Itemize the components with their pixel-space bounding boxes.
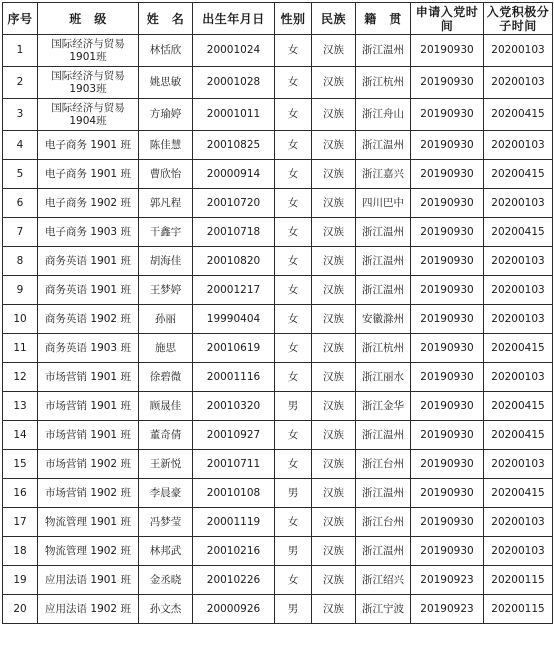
cell-name: 孙文杰	[139, 595, 193, 624]
cell-birthdate: 20001116	[193, 363, 275, 392]
cell-native-place: 浙江温州	[356, 35, 411, 67]
header-native-place: 籍 贯	[356, 3, 411, 35]
cell-gender: 男	[275, 392, 312, 421]
cell-gender: 女	[275, 508, 312, 537]
cell-gender: 女	[275, 131, 312, 160]
cell-gender: 男	[275, 537, 312, 566]
cell-index: 3	[3, 99, 38, 131]
cell-native-place: 浙江温州	[356, 131, 411, 160]
cell-birthdate: 20001011	[193, 99, 275, 131]
cell-birthdate: 20010619	[193, 334, 275, 363]
cell-index: 8	[3, 247, 38, 276]
cell-name: 胡海佳	[139, 247, 193, 276]
cell-native-place: 浙江温州	[356, 479, 411, 508]
cell-activist-date: 20200103	[484, 450, 553, 479]
cell-class: 电子商务 1901 班	[38, 131, 139, 160]
cell-native-place: 浙江台州	[356, 508, 411, 537]
cell-birthdate: 20010711	[193, 450, 275, 479]
cell-name: 施思	[139, 334, 193, 363]
cell-gender: 女	[275, 276, 312, 305]
cell-index: 11	[3, 334, 38, 363]
cell-ethnicity: 汉族	[312, 363, 356, 392]
cell-gender: 男	[275, 595, 312, 624]
cell-activist-date: 20200103	[484, 67, 553, 99]
cell-name: 方瑜婷	[139, 99, 193, 131]
cell-class: 商务英语 1902 班	[38, 305, 139, 334]
cell-name: 金丞晓	[139, 566, 193, 595]
party-applicant-table	[2, 2, 553, 624]
cell-class: 电子商务 1901 班	[38, 160, 139, 189]
cell-name: 陈佳慧	[139, 131, 193, 160]
cell-birthdate: 20000926	[193, 595, 275, 624]
cell-application-date: 20190930	[411, 160, 484, 189]
cell-native-place: 浙江温州	[356, 276, 411, 305]
cell-application-date: 20190923	[411, 566, 484, 595]
cell-gender: 女	[275, 334, 312, 363]
cell-ethnicity: 汉族	[312, 35, 356, 67]
cell-ethnicity: 汉族	[312, 67, 356, 99]
cell-activist-date: 20200415	[484, 99, 553, 131]
cell-index: 15	[3, 450, 38, 479]
cell-class: 物流管理 1902 班	[38, 537, 139, 566]
cell-name: 林恬欣	[139, 35, 193, 67]
cell-application-date: 20190930	[411, 99, 484, 131]
cell-native-place: 浙江杭州	[356, 67, 411, 99]
cell-ethnicity: 汉族	[312, 305, 356, 334]
cell-native-place: 安徽滁州	[356, 305, 411, 334]
header-birthdate: 出生年月日	[193, 3, 275, 35]
cell-index: 14	[3, 421, 38, 450]
cell-ethnicity: 汉族	[312, 99, 356, 131]
table-row	[3, 334, 553, 363]
cell-ethnicity: 汉族	[312, 247, 356, 276]
cell-ethnicity: 汉族	[312, 160, 356, 189]
cell-birthdate: 20010718	[193, 218, 275, 247]
cell-name: 顾晟佳	[139, 392, 193, 421]
cell-activist-date: 20200103	[484, 189, 553, 218]
cell-birthdate: 19990404	[193, 305, 275, 334]
cell-application-date: 20190923	[411, 595, 484, 624]
cell-native-place: 浙江嘉兴	[356, 160, 411, 189]
cell-name: 董奇倩	[139, 421, 193, 450]
table-row	[3, 421, 553, 450]
table-row	[3, 595, 553, 624]
cell-native-place: 浙江温州	[356, 218, 411, 247]
cell-birthdate: 20001119	[193, 508, 275, 537]
cell-application-date: 20190930	[411, 450, 484, 479]
cell-class: 市场营销 1901 班	[38, 392, 139, 421]
cell-activist-date: 20200103	[484, 305, 553, 334]
cell-class: 市场营销 1901 班	[38, 421, 139, 450]
cell-application-date: 20190930	[411, 508, 484, 537]
cell-name: 曹欣怡	[139, 160, 193, 189]
cell-application-date: 20190930	[411, 537, 484, 566]
cell-gender: 女	[275, 67, 312, 99]
cell-name: 冯梦莹	[139, 508, 193, 537]
cell-birthdate: 20010108	[193, 479, 275, 508]
cell-gender: 女	[275, 363, 312, 392]
cell-birthdate: 20000914	[193, 160, 275, 189]
cell-gender: 女	[275, 305, 312, 334]
cell-activist-date: 20200103	[484, 537, 553, 566]
cell-ethnicity: 汉族	[312, 189, 356, 218]
table-row	[3, 218, 553, 247]
cell-application-date: 20190930	[411, 479, 484, 508]
cell-index: 7	[3, 218, 38, 247]
cell-class: 物流管理 1901 班	[38, 508, 139, 537]
table-row	[3, 247, 553, 276]
header-name: 姓 名	[139, 3, 193, 35]
cell-index: 17	[3, 508, 38, 537]
cell-native-place: 浙江杭州	[356, 334, 411, 363]
cell-index: 9	[3, 276, 38, 305]
cell-class: 应用法语 1901 班	[38, 566, 139, 595]
table-row	[3, 537, 553, 566]
cell-gender: 女	[275, 35, 312, 67]
cell-native-place: 浙江绍兴	[356, 566, 411, 595]
cell-native-place: 四川巴中	[356, 189, 411, 218]
table-row	[3, 479, 553, 508]
cell-birthdate: 20001028	[193, 67, 275, 99]
cell-index: 19	[3, 566, 38, 595]
cell-gender: 女	[275, 99, 312, 131]
cell-activist-date: 20200415	[484, 218, 553, 247]
table-row	[3, 392, 553, 421]
table-row	[3, 508, 553, 537]
cell-native-place: 浙江温州	[356, 537, 411, 566]
cell-birthdate: 20010927	[193, 421, 275, 450]
cell-birthdate: 20010820	[193, 247, 275, 276]
cell-class: 国际经济与贸易1904班	[38, 99, 139, 131]
table-row	[3, 160, 553, 189]
cell-name: 李晨豪	[139, 479, 193, 508]
cell-name: 徐碧微	[139, 363, 193, 392]
cell-gender: 女	[275, 566, 312, 595]
table-row	[3, 67, 553, 99]
cell-ethnicity: 汉族	[312, 392, 356, 421]
cell-native-place: 浙江丽水	[356, 363, 411, 392]
cell-index: 20	[3, 595, 38, 624]
cell-ethnicity: 汉族	[312, 508, 356, 537]
table-row	[3, 566, 553, 595]
header-class: 班 级	[38, 3, 139, 35]
cell-class: 国际经济与贸易1903班	[38, 67, 139, 99]
cell-gender: 女	[275, 421, 312, 450]
cell-index: 6	[3, 189, 38, 218]
cell-birthdate: 20010320	[193, 392, 275, 421]
cell-activist-date: 20200103	[484, 35, 553, 67]
header-activist-date: 入党积极分子时间	[484, 3, 553, 35]
cell-ethnicity: 汉族	[312, 276, 356, 305]
cell-ethnicity: 汉族	[312, 450, 356, 479]
header-application-date: 申请入党时间	[411, 3, 484, 35]
table-body	[3, 35, 553, 624]
table-row	[3, 363, 553, 392]
cell-gender: 男	[275, 479, 312, 508]
cell-name: 王梦婷	[139, 276, 193, 305]
cell-application-date: 20190930	[411, 421, 484, 450]
table-row	[3, 189, 553, 218]
header-index: 序号	[3, 3, 38, 35]
cell-activist-date: 20200415	[484, 160, 553, 189]
cell-name: 干鑫宇	[139, 218, 193, 247]
table-row	[3, 450, 553, 479]
table-row	[3, 99, 553, 131]
cell-gender: 女	[275, 160, 312, 189]
cell-activist-date: 20200103	[484, 276, 553, 305]
cell-gender: 女	[275, 218, 312, 247]
cell-gender: 女	[275, 450, 312, 479]
cell-name: 林邦武	[139, 537, 193, 566]
cell-native-place: 浙江台州	[356, 450, 411, 479]
cell-native-place: 浙江温州	[356, 247, 411, 276]
cell-activist-date: 20200103	[484, 363, 553, 392]
cell-application-date: 20190930	[411, 363, 484, 392]
cell-index: 2	[3, 67, 38, 99]
cell-birthdate: 20010226	[193, 566, 275, 595]
cell-index: 16	[3, 479, 38, 508]
cell-class: 电子商务 1902 班	[38, 189, 139, 218]
header-gender: 性别	[275, 3, 312, 35]
cell-application-date: 20190930	[411, 305, 484, 334]
cell-application-date: 20190930	[411, 35, 484, 67]
cell-activist-date: 20200115	[484, 566, 553, 595]
cell-activist-date: 20200103	[484, 247, 553, 276]
cell-birthdate: 20010720	[193, 189, 275, 218]
cell-ethnicity: 汉族	[312, 131, 356, 160]
cell-gender: 女	[275, 247, 312, 276]
cell-index: 18	[3, 537, 38, 566]
cell-ethnicity: 汉族	[312, 479, 356, 508]
cell-ethnicity: 汉族	[312, 334, 356, 363]
cell-application-date: 20190930	[411, 131, 484, 160]
cell-class: 市场营销 1902 班	[38, 479, 139, 508]
cell-application-date: 20190930	[411, 392, 484, 421]
cell-application-date: 20190930	[411, 247, 484, 276]
cell-activist-date: 20200415	[484, 479, 553, 508]
cell-index: 13	[3, 392, 38, 421]
cell-birthdate: 20010825	[193, 131, 275, 160]
header-ethnicity: 民族	[312, 3, 356, 35]
cell-native-place: 浙江舟山	[356, 99, 411, 131]
cell-birthdate: 20001024	[193, 35, 275, 67]
cell-native-place: 浙江宁波	[356, 595, 411, 624]
cell-name: 王新悦	[139, 450, 193, 479]
cell-ethnicity: 汉族	[312, 421, 356, 450]
cell-application-date: 20190930	[411, 276, 484, 305]
cell-activist-date: 20200415	[484, 392, 553, 421]
cell-activist-date: 20200415	[484, 421, 553, 450]
cell-class: 市场营销 1902 班	[38, 450, 139, 479]
cell-class: 应用法语 1902 班	[38, 595, 139, 624]
cell-ethnicity: 汉族	[312, 218, 356, 247]
cell-class: 商务英语 1901 班	[38, 247, 139, 276]
cell-class: 商务英语 1903 班	[38, 334, 139, 363]
table-row	[3, 131, 553, 160]
cell-activist-date: 20200415	[484, 334, 553, 363]
cell-birthdate: 20010216	[193, 537, 275, 566]
table-row	[3, 276, 553, 305]
cell-activist-date: 20200103	[484, 131, 553, 160]
cell-ethnicity: 汉族	[312, 537, 356, 566]
cell-application-date: 20190930	[411, 67, 484, 99]
cell-ethnicity: 汉族	[312, 566, 356, 595]
cell-class: 商务英语 1901 班	[38, 276, 139, 305]
cell-name: 姚思敏	[139, 67, 193, 99]
cell-class: 市场营销 1901 班	[38, 363, 139, 392]
cell-index: 1	[3, 35, 38, 67]
cell-index: 12	[3, 363, 38, 392]
cell-index: 4	[3, 131, 38, 160]
cell-application-date: 20190930	[411, 218, 484, 247]
cell-activist-date: 20200115	[484, 595, 553, 624]
table-row	[3, 305, 553, 334]
table-row	[3, 35, 553, 67]
cell-class: 电子商务 1903 班	[38, 218, 139, 247]
cell-activist-date: 20200103	[484, 508, 553, 537]
cell-native-place: 浙江金华	[356, 392, 411, 421]
cell-index: 10	[3, 305, 38, 334]
cell-name: 孙丽	[139, 305, 193, 334]
cell-ethnicity: 汉族	[312, 595, 356, 624]
cell-application-date: 20190930	[411, 334, 484, 363]
header-row	[3, 3, 553, 35]
cell-index: 5	[3, 160, 38, 189]
cell-native-place: 浙江温州	[356, 421, 411, 450]
cell-gender: 女	[275, 189, 312, 218]
cell-name: 郭凡程	[139, 189, 193, 218]
cell-class: 国际经济与贸易1901班	[38, 35, 139, 67]
cell-application-date: 20190930	[411, 189, 484, 218]
cell-birthdate: 20001217	[193, 276, 275, 305]
